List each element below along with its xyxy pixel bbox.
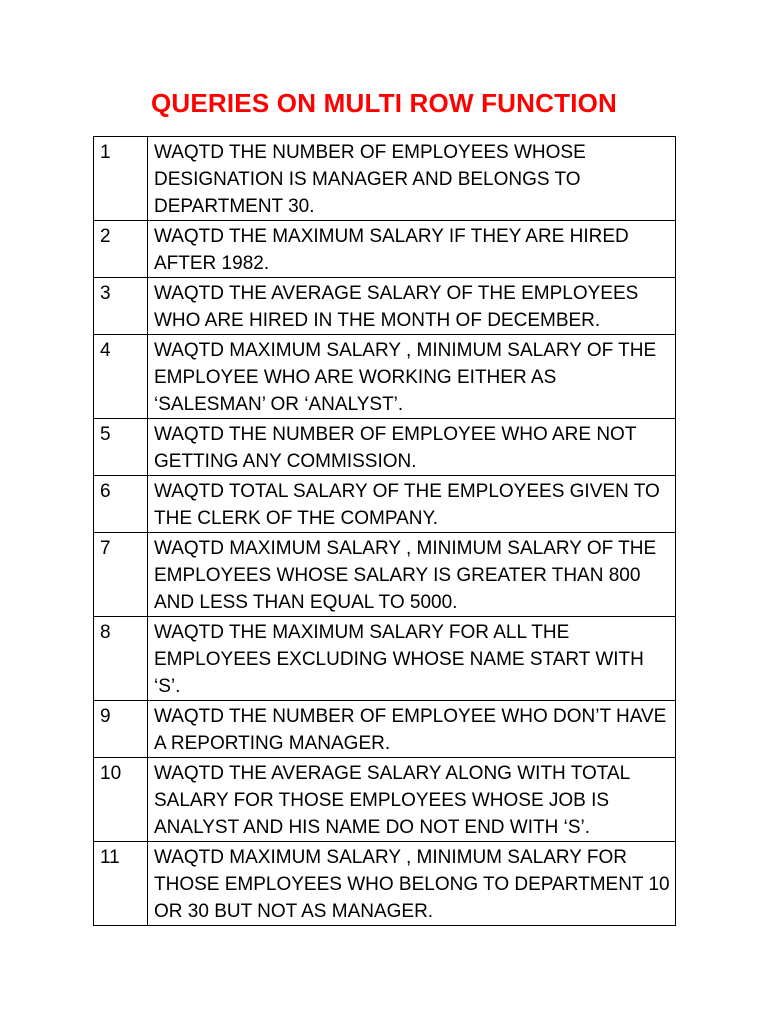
query-text: WAQTD THE MAXIMUM SALARY FOR ALL THE EMPLOYEES EXCLUDING WHOSE NAME START WITH ‘S’. — [148, 617, 676, 701]
table-row — [94, 533, 676, 617]
query-text: WAQTD THE NUMBER OF EMPLOYEE WHO DON’T HAVE A REPORTING MANAGER. — [148, 701, 676, 758]
query-text: WAQTD THE AVERAGE SALARY OF THE EMPLOYEES WHO ARE HIRED IN THE MONTH OF DECEMBER. — [148, 278, 676, 335]
query-text: WAQTD THE MAXIMUM SALARY IF THEY ARE HIRED AFTER 1982. — [148, 221, 676, 278]
query-text: WAQTD THE NUMBER OF EMPLOYEE WHO ARE NOT GETTING ANY COMMISSION. — [148, 419, 676, 476]
query-text: WAQTD MAXIMUM SALARY , MINIMUM SALARY OF THE EMPLOYEE WHO ARE WORKING EITHER AS ‘SALESMAN’ OR ‘ANALYST’. — [148, 335, 676, 419]
query-number: 8 — [94, 617, 148, 701]
query-number: 1 — [94, 137, 148, 221]
table-row — [94, 476, 676, 533]
query-text: WAQTD TOTAL SALARY OF THE EMPLOYEES GIVEN TO THE CLERK OF THE COMPANY. — [148, 476, 676, 533]
table-row — [94, 617, 676, 701]
query-number: 5 — [94, 419, 148, 476]
table-row — [94, 278, 676, 335]
query-number: 10 — [94, 758, 148, 842]
query-number: 11 — [94, 842, 148, 926]
table-row — [94, 701, 676, 758]
queries-table — [93, 136, 676, 926]
table-row — [94, 842, 676, 926]
query-number: 2 — [94, 221, 148, 278]
query-text: WAQTD THE NUMBER OF EMPLOYEES WHOSE DESIGNATION IS MANAGER AND BELONGS TO DEPARTMENT 30. — [148, 137, 676, 221]
query-number: 7 — [94, 533, 148, 617]
table-row — [94, 335, 676, 419]
query-number: 3 — [94, 278, 148, 335]
page-title: QUERIES ON MULTI ROW FUNCTION — [150, 88, 618, 118]
query-number: 9 — [94, 701, 148, 758]
table-row — [94, 758, 676, 842]
table-row — [94, 137, 676, 221]
query-text: WAQTD MAXIMUM SALARY , MINIMUM SALARY FOR THOSE EMPLOYEES WHO BELONG TO DEPARTMENT 10 OR 30 BUT NOT AS MANAGER. — [148, 842, 676, 926]
table-row — [94, 221, 676, 278]
table-row — [94, 419, 676, 476]
query-number: 6 — [94, 476, 148, 533]
query-number: 4 — [94, 335, 148, 419]
query-text: WAQTD THE AVERAGE SALARY ALONG WITH TOTAL SALARY FOR THOSE EMPLOYEES WHOSE JOB IS ANALYST AND HIS NAME DO NOT END WITH ‘S’. — [148, 758, 676, 842]
query-text: WAQTD MAXIMUM SALARY , MINIMUM SALARY OF THE EMPLOYEES WHOSE SALARY IS GREATER THAN 800 AND LESS THAN EQUAL TO 5000. — [148, 533, 676, 617]
